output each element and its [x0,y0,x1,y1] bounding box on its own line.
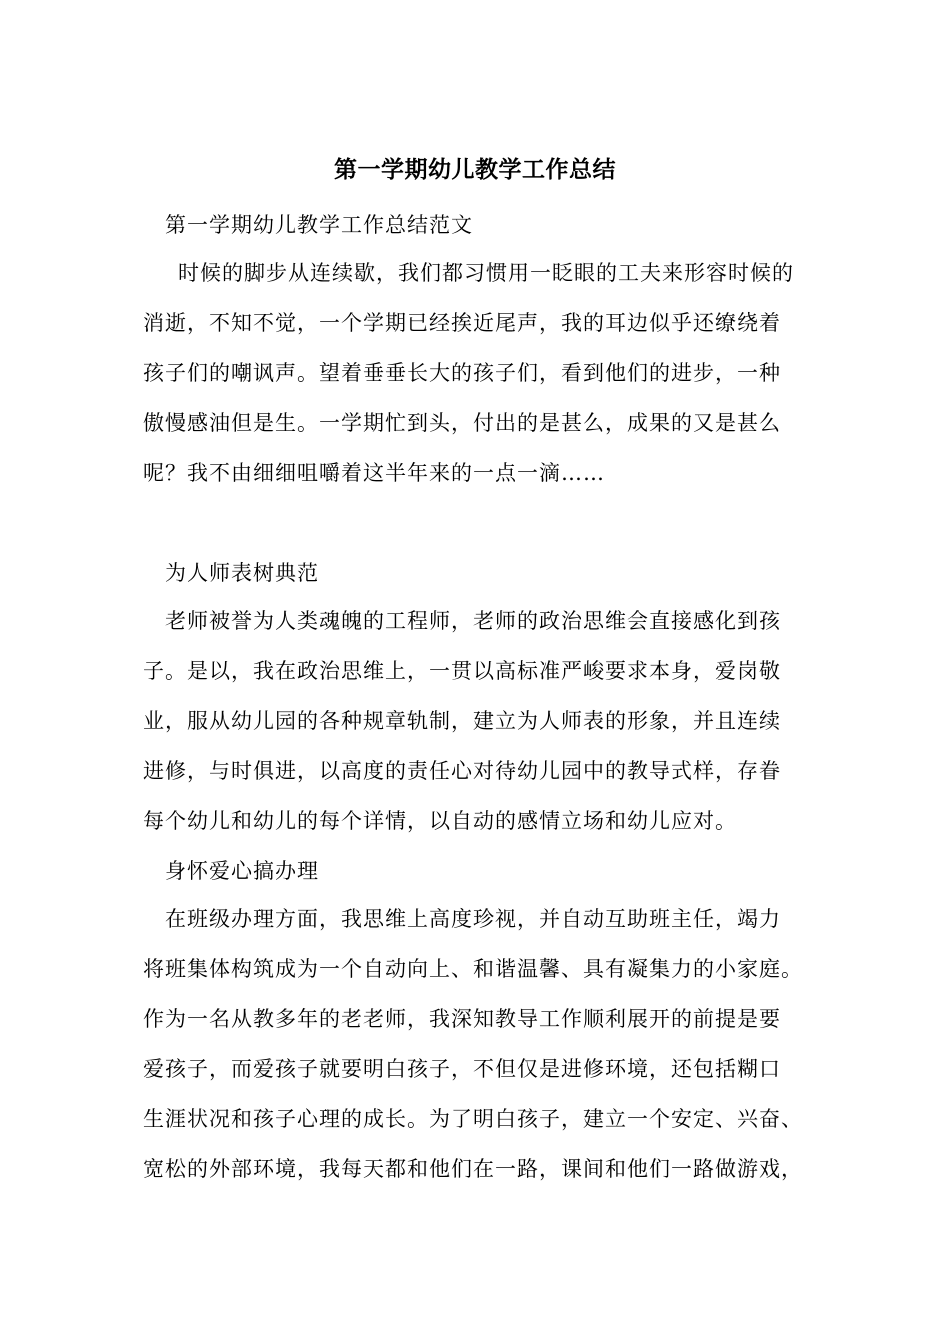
section-heading: 为人师表树典范 [165,561,319,585]
paragraph-line: 在班级办理方面，我思维上高度珍视，并自动互助班主任，竭力 [165,907,781,931]
paragraph-line: 生涯状况和孩子心理的成长。为了明白孩子，建立一个安定、兴奋、 [143,1107,803,1131]
section-heading: 身怀爱心搞办理 [165,859,319,883]
intro-line: 时候的脚步从连续歇，我们都习惯用一眨眼的工夫来形容时候的 [178,261,794,285]
document-title: 第一学期幼儿教学工作总结 [334,156,616,183]
paragraph-line: 作为一名从教多年的老老师，我深知教导工作顺利展开的前提是要 [143,1007,781,1031]
intro-line: 呢？我不由细细咀嚼着这半年来的一点一滴…… [143,461,605,485]
intro-line: 孩子们的嘲讽声。望着垂垂长大的孩子们，看到他们的进步，一种 [143,361,781,385]
paragraph-line: 老师被誉为人类魂魄的工程师，老师的政治思维会直接感化到孩 [165,609,781,633]
paragraph-line: 业，服从幼儿园的各种规章轨制，建立为人师表的形象，并且连续 [143,709,781,733]
paragraph-line: 将班集体构筑成为一个自动向上、和谐温馨、具有凝集力的小家庭。 [143,957,803,981]
paragraph-line: 子。是以，我在政治思维上，一贯以高标准严峻要求本身，爱岗敬 [143,659,781,683]
paragraph-line: 爱孩子，而爱孩子就要明白孩子，不但仅是进修环境，还包括糊口 [143,1057,781,1081]
intro-line: 消逝，不知不觉，一个学期已经挨近尾声，我的耳边似乎还缭绕着 [143,311,781,335]
paragraph-line: 进修，与时俱进，以高度的责任心对待幼儿园中的教导式样，存眷 [143,759,781,783]
paragraph-line: 每个幼儿和幼儿的每个详情，以自动的感情立场和幼儿应对。 [143,809,737,833]
paragraph-line: 宽松的外部环境，我每天都和他们在一路，课间和他们一路做游戏， [143,1157,803,1181]
document-subtitle: 第一学期幼儿教学工作总结范文 [165,213,473,237]
intro-line: 傲慢感油但是生。一学期忙到头，付出的是甚么，成果的又是甚么 [143,411,781,435]
